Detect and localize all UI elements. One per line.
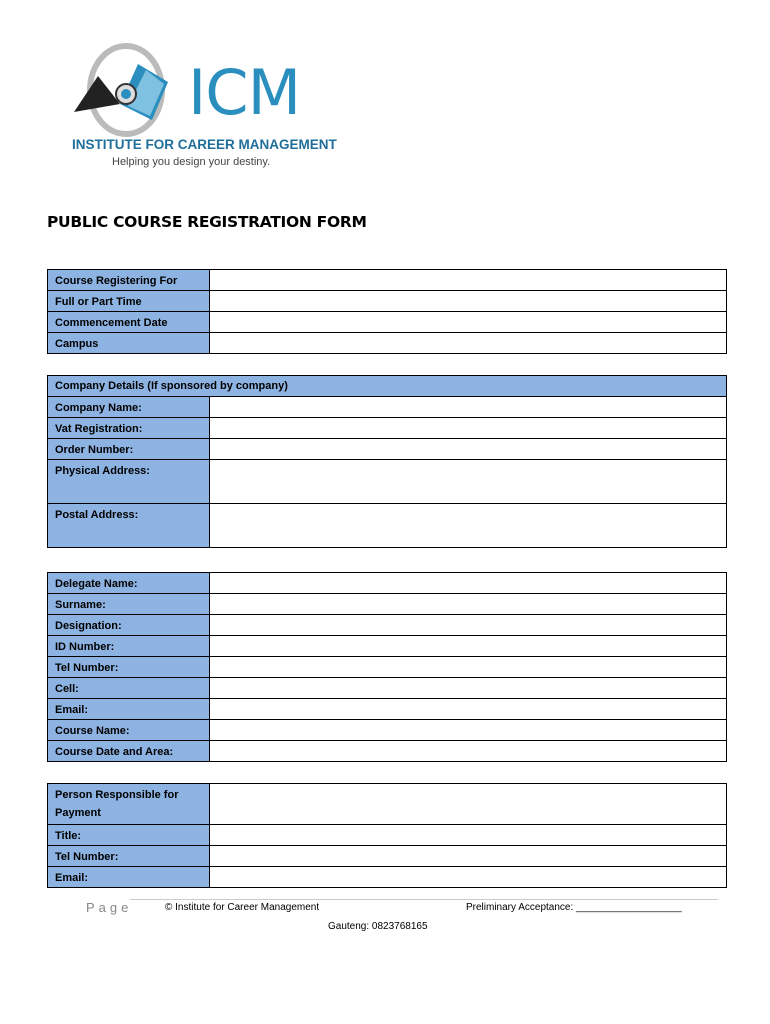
- payer-tel-input[interactable]: [210, 846, 726, 866]
- delegate-details-table: [47, 572, 727, 762]
- copyright-text: © Institute for Career Management: [165, 902, 320, 913]
- table-row: [48, 593, 726, 614]
- logo-graphic-icon: [68, 42, 188, 137]
- table-row: [48, 824, 726, 845]
- table-row: [48, 740, 726, 761]
- commencement-date-input[interactable]: [210, 312, 726, 332]
- payer-email-input[interactable]: [210, 867, 726, 887]
- table-row: [48, 677, 726, 698]
- table-row: [48, 290, 726, 311]
- row-label: Cell:: [48, 678, 210, 698]
- designation-input[interactable]: [210, 615, 726, 635]
- logo-tagline: Helping you design your destiny.: [112, 156, 271, 168]
- table-row: [48, 614, 726, 635]
- row-label: Course Date and Area:: [48, 741, 210, 761]
- table-row: [48, 270, 726, 290]
- table-row: [48, 573, 726, 593]
- row-label: Email:: [48, 867, 210, 887]
- row-label: ID Number:: [48, 636, 210, 656]
- row-label: Surname:: [48, 594, 210, 614]
- payment-details-table: [47, 783, 727, 888]
- surname-input[interactable]: [210, 594, 726, 614]
- row-label: Course Name:: [48, 720, 210, 740]
- table-row: [48, 459, 726, 503]
- physical-address-input[interactable]: [210, 460, 726, 503]
- postal-address-input[interactable]: [210, 504, 726, 547]
- table-row: [48, 656, 726, 677]
- order-number-input[interactable]: [210, 439, 726, 459]
- title-input[interactable]: [210, 825, 726, 845]
- row-label: Title:: [48, 825, 210, 845]
- form-title: PUBLIC COURSE REGISTRATION FORM: [47, 213, 367, 231]
- row-label: Course Registering For: [48, 270, 210, 290]
- gauteng-contact: Gauteng: 0823768165: [328, 921, 428, 932]
- campus-input[interactable]: [210, 333, 726, 353]
- row-label: Campus: [48, 333, 210, 353]
- person-responsible-input[interactable]: [210, 784, 726, 824]
- table-row: [48, 719, 726, 740]
- row-label: Person Responsible for Payment: [48, 784, 210, 824]
- icm-logo: [68, 42, 337, 172]
- table-row: [48, 635, 726, 656]
- row-label: Physical Address:: [48, 460, 210, 503]
- table-row: [48, 396, 726, 417]
- table-row: [48, 698, 726, 719]
- table-row: [48, 784, 726, 824]
- row-label: Email:: [48, 699, 210, 719]
- logo-letters: ICM: [188, 56, 301, 129]
- table-row: [48, 438, 726, 459]
- id-number-input[interactable]: [210, 636, 726, 656]
- company-details-header: Company Details (If sponsored by company): [48, 376, 726, 396]
- company-name-input[interactable]: [210, 397, 726, 417]
- logo-institute-name: INSTITUTE FOR CAREER MANAGEMENT: [72, 137, 337, 152]
- row-label: Commencement Date: [48, 312, 210, 332]
- email-input[interactable]: [210, 699, 726, 719]
- page-label: Page: [86, 900, 133, 915]
- row-label: Company Name:: [48, 397, 210, 417]
- table-row: [48, 845, 726, 866]
- course-name-input[interactable]: [210, 720, 726, 740]
- row-label: Order Number:: [48, 439, 210, 459]
- row-label: Delegate Name:: [48, 573, 210, 593]
- table-row: [48, 503, 726, 547]
- course-date-area-input[interactable]: [210, 741, 726, 761]
- course-details-table: [47, 269, 727, 354]
- cell-input[interactable]: [210, 678, 726, 698]
- vat-registration-input[interactable]: [210, 418, 726, 438]
- row-label: Vat Registration:: [48, 418, 210, 438]
- course-registering-input[interactable]: [210, 270, 726, 290]
- table-row: [48, 332, 726, 353]
- row-label: Designation:: [48, 615, 210, 635]
- company-details-table: [47, 375, 727, 548]
- row-label: Postal Address:: [48, 504, 210, 547]
- footer-divider: [130, 899, 718, 900]
- row-label: Tel Number:: [48, 657, 210, 677]
- row-label: Tel Number:: [48, 846, 210, 866]
- tel-number-input[interactable]: [210, 657, 726, 677]
- table-row: [48, 311, 726, 332]
- delegate-name-input[interactable]: [210, 573, 726, 593]
- preliminary-acceptance: Preliminary Acceptance: ___________________: [466, 902, 682, 913]
- row-label: Full or Part Time: [48, 291, 210, 311]
- table-row: [48, 866, 726, 887]
- table-row: [48, 417, 726, 438]
- full-part-time-input[interactable]: [210, 291, 726, 311]
